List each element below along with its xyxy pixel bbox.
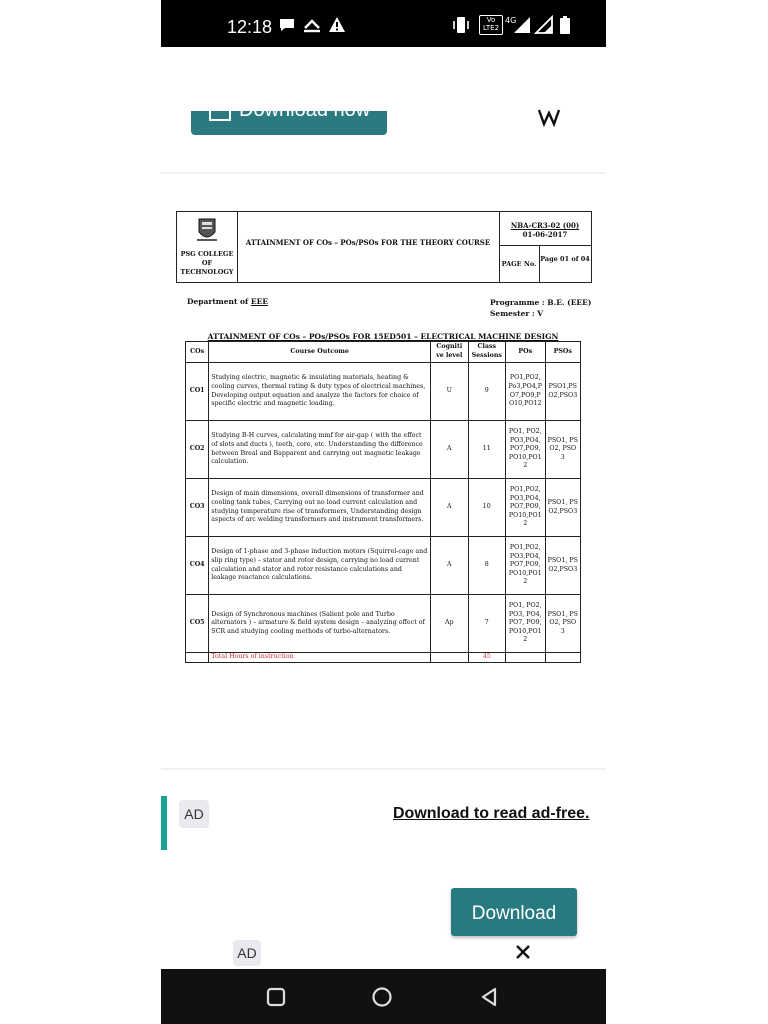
pos: PO1, PO2, PO3,PO4,PO7,PO9,PO10,PO12	[506, 421, 546, 479]
ad-badge-small: AD	[233, 940, 261, 966]
doc-code: NBA-CR3-02 (00)	[510, 221, 580, 230]
home-icon[interactable]	[371, 986, 393, 1008]
divider	[161, 768, 606, 770]
doc-date: 01-06-2017	[522, 230, 568, 239]
psos: PSO1,PSO2,PSO3	[545, 363, 580, 421]
class-sessions: 9	[468, 363, 505, 421]
pos: PO1,PO2, PO3,PO4,PO7,PO9,PO10,PO12	[506, 479, 546, 537]
close-icon[interactable]	[514, 943, 532, 961]
cognitive-level: A	[431, 479, 468, 537]
network-gen-label: 4G	[505, 16, 517, 25]
empty-cell	[431, 653, 468, 663]
table-row	[186, 479, 581, 537]
doc-code-cell	[499, 212, 591, 246]
psos: PSO1, PSO2,PSO3	[545, 479, 580, 537]
vibrate-icon	[453, 16, 469, 34]
cognitive-level: A	[431, 537, 468, 595]
cognitive-level: U	[431, 363, 468, 421]
total-label: Total Hours of instruction	[209, 653, 431, 663]
download-now-button[interactable]	[191, 99, 387, 135]
warning-icon	[328, 16, 346, 34]
table-caption: ATTAINMENT OF COs – POs/PSOs FOR 15ED501 – ELECTRICAL MACHINE DESIGN	[207, 332, 559, 341]
programme-info	[490, 297, 591, 319]
cognitive-level: Ap	[431, 595, 468, 653]
col-header: Course Outcome	[209, 342, 431, 363]
col-header: PSOs	[545, 342, 580, 363]
semester: Semester : V	[490, 309, 544, 318]
status-bar	[161, 0, 606, 47]
course-outcome: Design of 1-phase and 3-phase induction motors (Squirrel-cage and slip ring type) – stator and rotor design, carrying no load current calculation and stator and rotor resistance calculations and leakage reactance calculations.	[209, 537, 431, 595]
programme: Programme : B.E. (EEE)	[490, 298, 592, 307]
back-icon[interactable]	[478, 986, 500, 1008]
co-id: CO4	[186, 537, 209, 595]
download-ad-free-link[interactable]: Download to read ad-free.	[393, 805, 590, 822]
psos: PSO1, PSO2, PSO3	[545, 595, 580, 653]
department-label: Department of	[187, 297, 249, 306]
pos: PO1,PO2,Po3,PO4,PO7,PO9,PO10,PO12	[506, 363, 546, 421]
download-now-label: Download now	[239, 99, 371, 121]
course-outcome: Studying B-H curves, calculating mmf for air-gap ( with the effect of slots and ducts ), teeth, core, etc. Understanding the difference between Breal and Bapparent and carrying out magnetic leakage calculation.	[209, 421, 431, 479]
page-no-label: PAGE No.	[499, 246, 540, 282]
college-name: PSG COLLEGE OF TECHNOLOGY	[180, 250, 234, 276]
document-page	[161, 174, 606, 769]
department-value: EEE	[250, 297, 269, 306]
course-outcome: Studying electric, magnetic & insulating materials, heating & cooling curves, thermal rating & duty types of electrical machines, Developing output equation and analyze the factors for choice of specific electric and magnetic loading.	[209, 363, 431, 421]
download-icon	[209, 109, 231, 121]
table-row	[186, 421, 581, 479]
status-time: 12:18	[227, 17, 273, 37]
logo-cell	[177, 212, 238, 282]
empty-cell	[545, 653, 580, 663]
left-margin	[0, 0, 161, 1024]
department	[187, 297, 268, 306]
signal-strength-icon-1	[513, 16, 531, 34]
course-outcome: Design of main dimensions, overall dimensions of transformer and cooling tank tubes, Carrying out no load current calculation and studying temperature rise of transformers, Understanding design aspects of arc welding transformers and instrument transformers.	[209, 479, 431, 537]
right-margin	[606, 0, 768, 1024]
top-banner	[161, 47, 606, 172]
class-sessions: 10	[468, 479, 505, 537]
header-title: ATTAINMENT OF COs – POs/PSOs FOR THE THEORY COURSE	[245, 238, 491, 247]
pos: PO1, PO2, PO3, PO4, PO7, PO9, PO10,PO12	[506, 595, 546, 653]
table-row	[186, 363, 581, 421]
empty-cell	[506, 653, 546, 663]
empty-cell	[186, 653, 209, 663]
volte-lte2-icon: Vo LTE2	[479, 15, 503, 35]
signal-strength-icon-2	[535, 16, 553, 34]
psos: PSO1, PSO2, PSO3	[545, 421, 580, 479]
w-logo-icon[interactable]	[537, 107, 561, 127]
co-id: CO2	[186, 421, 209, 479]
chat-bubble-icon	[278, 16, 296, 34]
psos: PSO1, PSO2,PSO3	[545, 537, 580, 595]
recent-apps-icon[interactable]	[265, 986, 287, 1008]
battery-icon	[559, 16, 571, 34]
download-button[interactable]: Download	[451, 888, 577, 936]
co-id: CO5	[186, 595, 209, 653]
page-of: Page 01 of 04	[540, 255, 590, 263]
phone-screen	[161, 0, 606, 1024]
class-sessions: 11	[468, 421, 505, 479]
class-sessions: 8	[468, 537, 505, 595]
co-id: CO3	[186, 479, 209, 537]
total-row	[186, 653, 581, 663]
col-header: Cogniti ve level	[431, 342, 468, 363]
ad-accent-bar	[161, 796, 167, 850]
pos: PO1,PO2,PO3,PO4,PO7,PO9,PO10,PO12	[506, 537, 546, 595]
class-sessions: 7	[468, 595, 505, 653]
course-outcome: Design of Synchronous machines (Salient pole and Turbo alternators ) – armature & field system design – analyzing effect of SCR and studying cooling methods of turbo-alternators.	[209, 595, 431, 653]
system-nav-bar	[161, 969, 606, 1024]
table-row	[186, 537, 581, 595]
college-logo-icon	[197, 218, 217, 244]
header-title-cell	[237, 212, 500, 282]
col-header: COs	[186, 342, 209, 363]
ad-badge: AD	[179, 800, 209, 828]
document-header	[176, 211, 592, 283]
co-attainment-table	[185, 341, 581, 663]
total-value: 45	[468, 653, 505, 663]
co-id: CO1	[186, 363, 209, 421]
col-header: Class Sessions	[468, 342, 505, 363]
table-row	[186, 595, 581, 653]
missed-call-icon	[303, 16, 321, 34]
cognitive-level: A	[431, 421, 468, 479]
table-header-row	[186, 342, 581, 363]
col-header: POs	[506, 342, 546, 363]
